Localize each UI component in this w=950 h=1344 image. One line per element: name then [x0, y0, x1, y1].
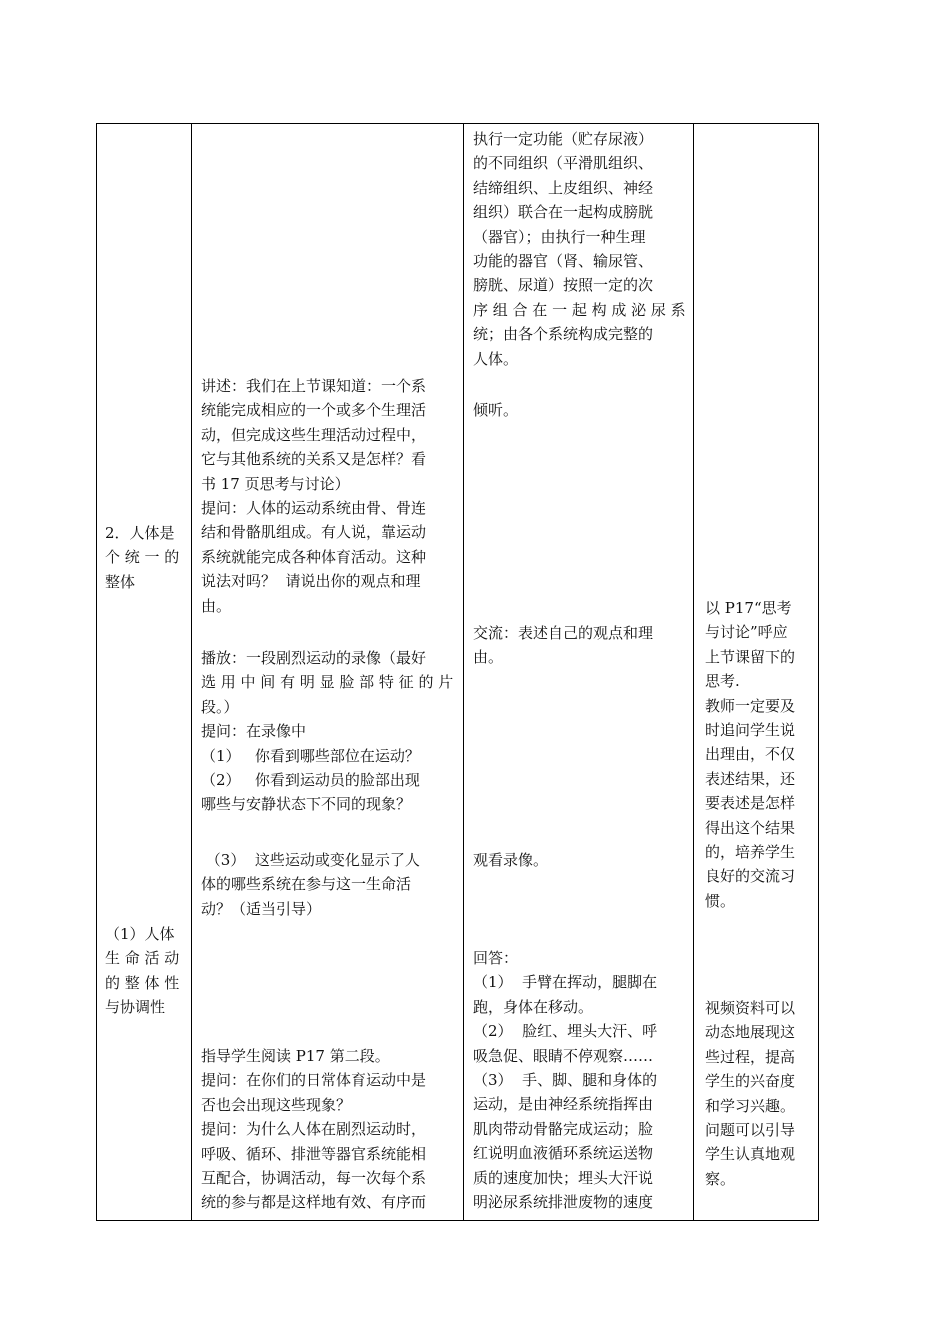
text-line: 问题可以引导	[705, 1121, 796, 1140]
text-line: （1）人体	[105, 925, 175, 943]
text-line: 选 用 中 间 有 明 显 脸 部 特 征 的 片	[201, 673, 454, 692]
student-answer	[473, 946, 687, 1214]
text-line: 明泌尿系统排泄废物的速度	[473, 1193, 654, 1212]
column-teacher-activity	[201, 124, 459, 1220]
text-line: 提问：人体的运动系统由骨、骨连	[201, 499, 427, 518]
text-line: 出理由，不仅	[705, 745, 796, 764]
text-line: 表述结果，还	[705, 769, 796, 788]
section-title	[105, 521, 185, 594]
text-line: 讲述：我们在上节课知道：一个系	[201, 377, 427, 395]
column-section	[105, 124, 185, 1220]
teacher-lecture	[201, 374, 459, 618]
text-line: 播放：一段剧烈运动的录像（最好	[201, 649, 427, 667]
text-line: 统的参与都是这样地有效、有序而	[201, 1193, 427, 1212]
text-line: 由。	[473, 648, 504, 667]
text-line: 倾听。	[473, 401, 519, 419]
student-text-continued	[473, 127, 687, 371]
text-line: 和学习兴趣。	[705, 1096, 796, 1115]
text-line: 教师一定要及	[705, 696, 796, 715]
teacher-play-video	[201, 646, 459, 817]
text-line: 由。	[201, 596, 232, 615]
text-line: 动，但完成这些生理活动过程中，	[201, 425, 427, 444]
column-divider	[463, 124, 464, 1220]
student-watch-video	[473, 848, 687, 872]
text-line: （1） 你看到哪些部位在运动？	[201, 746, 420, 765]
student-listen	[473, 398, 687, 422]
text-line: 统能完成相应的一个或多个生理活	[201, 401, 427, 420]
text-line: 观看录像。	[473, 851, 549, 869]
text-line: 时追问学生说	[705, 721, 796, 740]
text-line: 吸急促、眼睛不停观察……	[473, 1046, 654, 1065]
text-line: 些过程，提高	[705, 1047, 796, 1066]
text-line: 指导学生阅读 P17 第二段。	[201, 1047, 390, 1065]
text-line: 书 17 页思考与讨论）	[201, 474, 350, 493]
text-line: 要表述是怎样	[705, 794, 796, 813]
text-line: 质的速度加快；埋头大汗说	[473, 1168, 654, 1187]
text-line: 视频资料可以	[705, 999, 796, 1017]
text-line: （2） 你看到运动员的脸部出现	[201, 771, 420, 790]
design-note-2	[705, 996, 813, 1191]
text-line: 互配合，协调活动，每一次每个系	[201, 1169, 427, 1188]
text-line: 统；由各个系统构成完整的	[473, 325, 654, 344]
column-divider	[693, 124, 694, 1220]
text-line: 得出这个结果	[705, 818, 796, 837]
text-line: 与协调性	[105, 998, 166, 1017]
text-line: 组织）联合在一起构成膀胱	[473, 203, 654, 222]
text-line: 运动，是由神经系统指挥由	[473, 1095, 654, 1114]
text-line: 学生的兴奋度	[705, 1072, 796, 1091]
text-line: 提问：在录像中	[201, 722, 307, 741]
text-line: 惯。	[705, 891, 736, 910]
column-design-notes	[705, 124, 813, 1220]
text-line: 提问：为什么人体在剧烈运动时，	[201, 1120, 427, 1139]
text-line: 回答：	[473, 949, 519, 967]
column-divider	[191, 124, 192, 1220]
design-note-1	[705, 596, 813, 913]
text-line: 思考.	[705, 672, 740, 691]
text-line: （1） 手臂在挥动，腿脚在	[473, 973, 658, 992]
student-exchange	[473, 621, 687, 670]
text-line: 个 统 一 的	[105, 548, 180, 567]
text-line: 红说明血液循环系统运送物	[473, 1144, 654, 1163]
teacher-guide-reading	[201, 1044, 459, 1215]
text-line: 序 组 合 在 一 起 构 成 泌 尿 系	[473, 300, 686, 319]
text-line: 的 整 体 性	[105, 973, 180, 992]
subsection-title	[105, 922, 185, 1020]
text-line: 结和骨骼肌组成。有人说，靠运动	[201, 523, 427, 542]
text-line: 的不同组织（平滑肌组织、	[473, 154, 654, 173]
column-student-activity	[473, 124, 687, 1220]
text-line: （3） 这些运动或变化显示了人	[201, 851, 420, 869]
text-line: 上节课留下的	[705, 647, 796, 666]
text-line: 它与其他系统的关系又是怎样？看	[201, 450, 427, 469]
text-line: 说法对吗？ 请说出你的观点和理	[201, 572, 421, 591]
text-line: 肌肉带动骨骼完成运动；脸	[473, 1119, 654, 1138]
text-line: 与讨论”呼应	[705, 623, 788, 642]
text-line: 段。）	[201, 697, 239, 716]
text-line: 提问：在你们的日常体育运动中是	[201, 1071, 427, 1090]
text-line: 学生认真地观	[705, 1145, 796, 1164]
text-line: 跑，身体在移动。	[473, 997, 594, 1016]
text-line: 功能的器官（肾、输尿管、	[473, 252, 654, 271]
text-line: 的，培养学生	[705, 843, 796, 862]
text-line: 动？（适当引导）	[201, 899, 322, 918]
text-line: 动态地展现这	[705, 1023, 796, 1042]
text-line: 人体。	[473, 349, 519, 368]
text-line: 以 P17“思考	[705, 599, 792, 617]
text-line: 良好的交流习	[705, 867, 796, 886]
text-line: 察。	[705, 1169, 736, 1188]
text-line: 交流：表述自己的观点和理	[473, 624, 654, 642]
text-line: （3） 手、脚、腿和身体的	[473, 1071, 658, 1090]
teacher-question-3	[201, 848, 459, 921]
text-line: 哪些与安静状态下不同的现象？	[201, 795, 412, 814]
text-line: 2．人体是	[105, 524, 175, 542]
lesson-plan-table	[96, 123, 819, 1221]
text-line: 否也会出现这些现象？	[201, 1095, 352, 1114]
text-line: （器官）；由执行一种生理	[473, 227, 646, 246]
text-line: 膀胱、尿道）按照一定的次	[473, 276, 654, 295]
text-line: 执行一定功能（贮存尿液）	[473, 130, 654, 148]
text-line: 结缔组织、上皮组织、神经	[473, 178, 654, 197]
text-line: 生 命 活 动	[105, 949, 180, 968]
text-line: 体的哪些系统在参与这一生命活	[201, 875, 412, 894]
text-line: （2） 脸红、埋头大汗、呼	[473, 1022, 658, 1041]
text-line: 呼吸、循环、排泄等器官系统能相	[201, 1144, 427, 1163]
text-line: 系统就能完成各种体育活动。这种	[201, 547, 427, 566]
text-line: 整体	[105, 572, 136, 591]
